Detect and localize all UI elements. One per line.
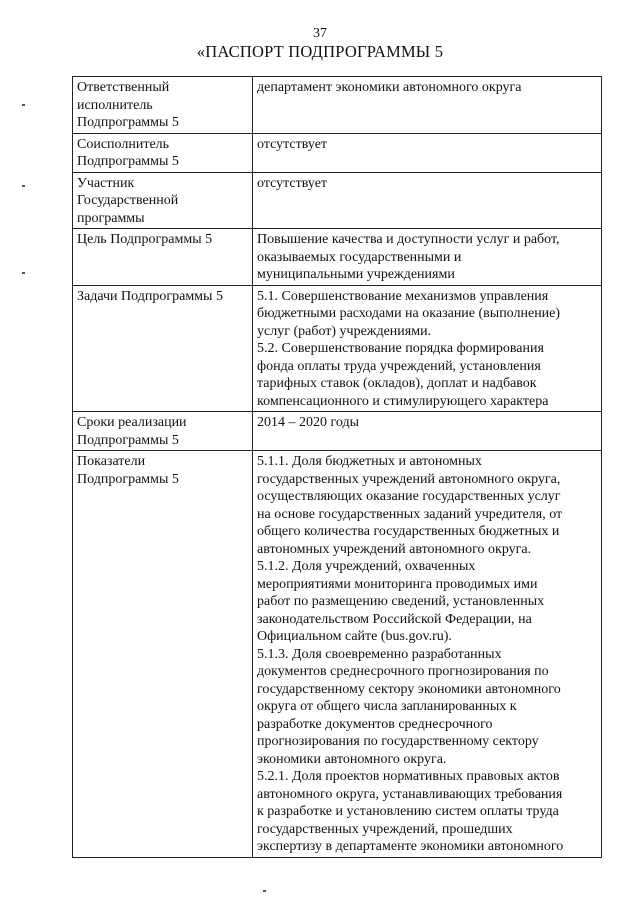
row-label-line: Участник <box>77 175 135 191</box>
row-label-line: Сроки реализации <box>77 415 187 430</box>
row-value-cell <box>253 229 602 286</box>
row-label-line: Государственной <box>77 193 179 208</box>
row-value-line: работ по размещению сведений, установленных <box>257 594 545 609</box>
table-row <box>73 133 602 172</box>
row-label-cell <box>73 133 253 172</box>
row-value-cell <box>253 451 602 858</box>
row-label-cell <box>73 77 253 134</box>
row-value-line: компенсационного и стимулирующего характера <box>257 393 549 409</box>
row-value-line: отсутствует <box>257 136 328 152</box>
row-value-line: экспертизу в департаменте экономики автономного <box>257 839 564 854</box>
row-label-line: Подпрограммы 5 <box>77 471 179 487</box>
table-row <box>73 172 602 229</box>
row-value-line: документов среднесрочного прогнозирования по <box>257 664 549 679</box>
row-label-line: Ответственный <box>77 80 170 95</box>
table-row <box>73 451 602 858</box>
row-value-line: Повышение качества и доступности услуг и работ, <box>257 232 560 247</box>
row-value-line: 5.1.1. Доля бюджетных и автономных <box>257 454 482 469</box>
row-value-line: 5.2. Совершенствование порядка формирования <box>257 341 544 356</box>
row-value-line: оказываемых государственными и <box>257 249 462 265</box>
row-label-line: программы <box>77 210 145 226</box>
row-value-line: фонда оплаты труда учреждений, установления <box>257 358 541 374</box>
row-label-line: исполнитель <box>77 97 153 113</box>
row-value-line: осуществляющих оказание государственных услуг <box>257 489 561 504</box>
scan-speck <box>22 185 25 187</box>
row-value-line: тарифных ставок (окладов), доплат и надбавок <box>257 376 537 391</box>
scan-speck <box>22 272 25 274</box>
row-label-line: Соисполнитель <box>77 136 170 152</box>
row-value-line: 5.1.3. Доля своевременно разработанных <box>257 646 502 662</box>
passport-table <box>72 76 602 858</box>
row-value-line: 5.1.2. Доля учреждений, охваченных <box>257 559 476 574</box>
row-value-line: разработке документов среднесрочного <box>257 716 493 732</box>
row-value-line: департамент экономики автономного округа <box>257 80 522 95</box>
row-value-line: экономики автономного округа. <box>257 751 447 767</box>
row-value-line: 2014 – 2020 годы <box>257 415 360 430</box>
row-label-line: Задачи Подпрограммы 5 <box>77 288 223 304</box>
row-value-line: округа от общего числа запланированных к <box>257 699 517 714</box>
row-label-cell <box>73 451 253 858</box>
row-label-line: Показатели <box>77 454 146 469</box>
row-value-line: государственных учреждений автономного округа, <box>257 471 561 487</box>
scan-speck <box>22 104 25 106</box>
row-value-line: 5.1. Совершенствование механизмов управления <box>257 288 549 304</box>
row-value-cell <box>253 133 602 172</box>
row-label-cell <box>73 285 253 412</box>
page-number: 37 <box>313 26 327 41</box>
row-label-line: Подпрограммы 5 <box>77 115 179 130</box>
row-value-cell <box>253 77 602 134</box>
row-value-line: законодательством Российской Федерации, на <box>257 611 532 627</box>
row-value-line: государственному сектору экономики автономного <box>257 681 561 697</box>
row-label-line: Подпрограммы 5 <box>77 154 179 169</box>
row-value-cell <box>253 285 602 412</box>
scan-speck <box>263 890 266 892</box>
row-label-cell <box>73 229 253 286</box>
row-label-line: Цель Подпрограммы 5 <box>77 232 213 247</box>
row-value-line: государственных учреждений, прошедших <box>257 821 513 837</box>
row-value-line: автономного округа, устанавливающих требования <box>257 786 563 802</box>
row-value-line: отсутствует <box>257 175 328 191</box>
table-row <box>73 77 602 134</box>
row-value-line: услуг (работ) учреждениями. <box>257 323 432 339</box>
row-value-line: на основе государственных заданий учредителя, от <box>257 506 563 522</box>
row-value-cell <box>253 172 602 229</box>
row-value-line: Официальном сайте (bus.gov.ru). <box>257 629 452 644</box>
table-row <box>73 412 602 451</box>
page-title: «ПАСПОРТ ПОДПРОГРАММЫ 5 <box>196 42 444 61</box>
row-label-cell <box>73 172 253 229</box>
row-value-line: 5.2.1. Доля проектов нормативных правовых актов <box>257 769 560 784</box>
table-row <box>73 229 602 286</box>
row-value-line: мероприятиями мониторинга проводимых ими <box>257 576 538 592</box>
row-value-line: общего количества государственных бюджетных и <box>257 524 560 539</box>
row-value-line: бюджетными расходами на оказание (выполнение) <box>257 306 561 321</box>
row-value-line: к разработке и установлению систем оплаты труда <box>257 804 559 819</box>
row-value-line: муниципальными учреждениями <box>257 267 455 282</box>
row-value-line: прогнозирования по государственному сектору <box>257 734 539 749</box>
row-value-cell <box>253 412 602 451</box>
table-row <box>73 285 602 412</box>
row-value-line: автономных учреждений автономного округа. <box>257 541 532 557</box>
row-label-line: Подпрограммы 5 <box>77 432 179 448</box>
row-label-cell <box>73 412 253 451</box>
